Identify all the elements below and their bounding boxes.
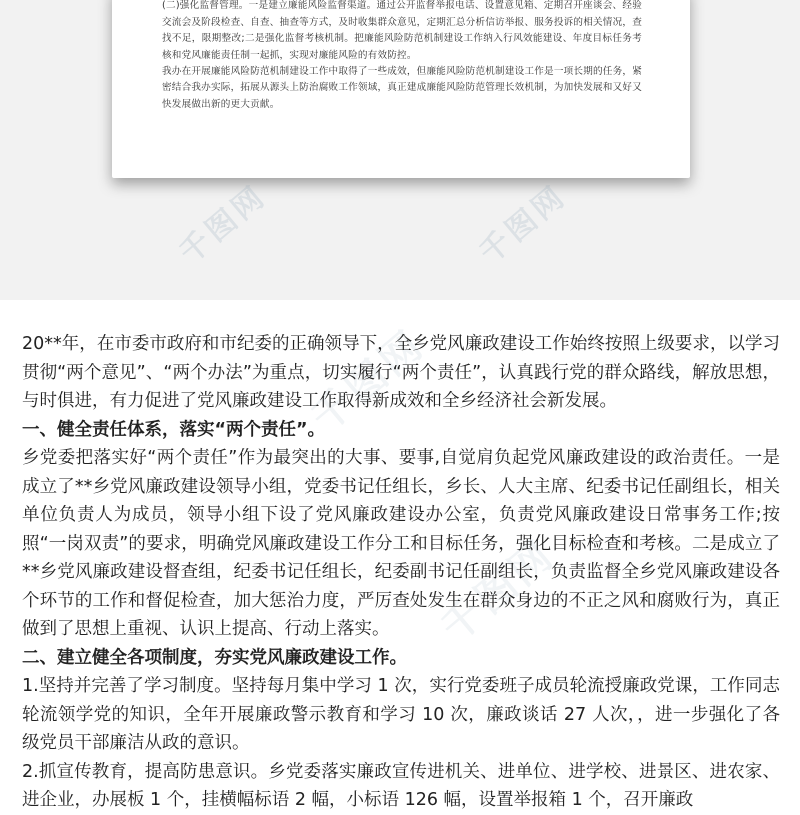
watermark-logo: 千图网	[432, 531, 564, 652]
body-paragraph: 1.坚持并完善了学习制度。坚持每月集中学习 1 次，实行党委班子成员轮流授廉政党课，工作同志轮流领学党的知识，全年开展廉政警示教育和学习 10 次，廉政谈话 27 人次，，进一步强化了各级党员干部廉洁从政的意识。	[22, 676, 780, 753]
preview-paragraph: 我办在开展廉能风险防范机制建设工作中取得了一些成效，但廉能风险防范机制建设工作是一项长期的任务，紧密结合我办实际，拓展从源头上防治腐败工作领域，真正建成廉能风险防范管理长效机制，为加快发展和又好又快发展做出新的更大贡献。	[162, 66, 642, 110]
document-preview-card	[112, 0, 690, 178]
preview-paragraph: (二)强化监督管理。一是建立廉能风险监督渠道。通过公开监督举报电话、设置意见箱、定期召开座谈会、经验交流会及阶段检查、自查、抽查等方式，及时收集群众意见，定期汇总分析信访举报、服务投诉的相关情况，查找不足，限期整改;二是强化监督考核机制。把廉能风险防范机制建设工作纳入行风效能建设、年度目标任务考核和党风廉能责任制一起抓，实现对廉能风险的有效防控。	[162, 0, 642, 61]
body-paragraph: 2.抓宣传教育，提高防患意识。乡党委落实廉政宣传进机关、进单位、进学校、进景区、进农家、进企业，办展板 1 个，挂横幅标语 2 幅，小标语 126 幅，设置举报箱 1 个，召开廉政	[22, 761, 780, 810]
section-heading: 二、建立健全各项制度，夯实党风廉政建设工作。	[22, 647, 407, 668]
intro-paragraph: 20**年，在市委市政府和市纪委的正确领导下，全乡党风廉政建设工作始终按照上级要求，以学习贯彻“两个意见”、“两个办法”为重点，切实履行“两个责任”，认真践行党的群众路线，解放思想，与时俱进，有力促进了党风廉政建设工作取得新成效和全乡经济社会新发展。	[22, 334, 780, 411]
section-heading: 一、健全责任体系，落实“两个责任”。	[22, 419, 326, 440]
preview-area	[0, 0, 800, 300]
article-body	[22, 330, 780, 815]
watermark-logo: 千图网	[302, 321, 434, 442]
preview-text	[162, 0, 642, 113]
watermark-logo: 千图网	[472, 178, 574, 271]
body-paragraph: 乡党委把落实好“两个责任”作为最突出的大事、要事,自觉肩负起党风廉政建设的政治责任。一是成立了**乡党风廉政建设领导小组，党委书记任组长，乡长、人大主席、纪委书记任副组长，相关单位负责人为成员，领导小组下设了党风廉政建设办公室，负责党风廉政建设日常事务工作;按照“一岗双责”的要求，明确党风廉政建设工作分工和目标任务，强化目标检查和考核。二是成立了**乡党风廉政建设督查组，纪委书记任组长，纪委副书记任副组长，负责监督全乡党风廉政建设各个环节的工作和督促检查，加大惩治力度，严厉查处发生在群众身边的不正之风和腐败行为，真正做到了思想上重视、认识上提高、行动上落实。	[22, 448, 780, 639]
watermark-logo: 千图网	[172, 178, 274, 271]
